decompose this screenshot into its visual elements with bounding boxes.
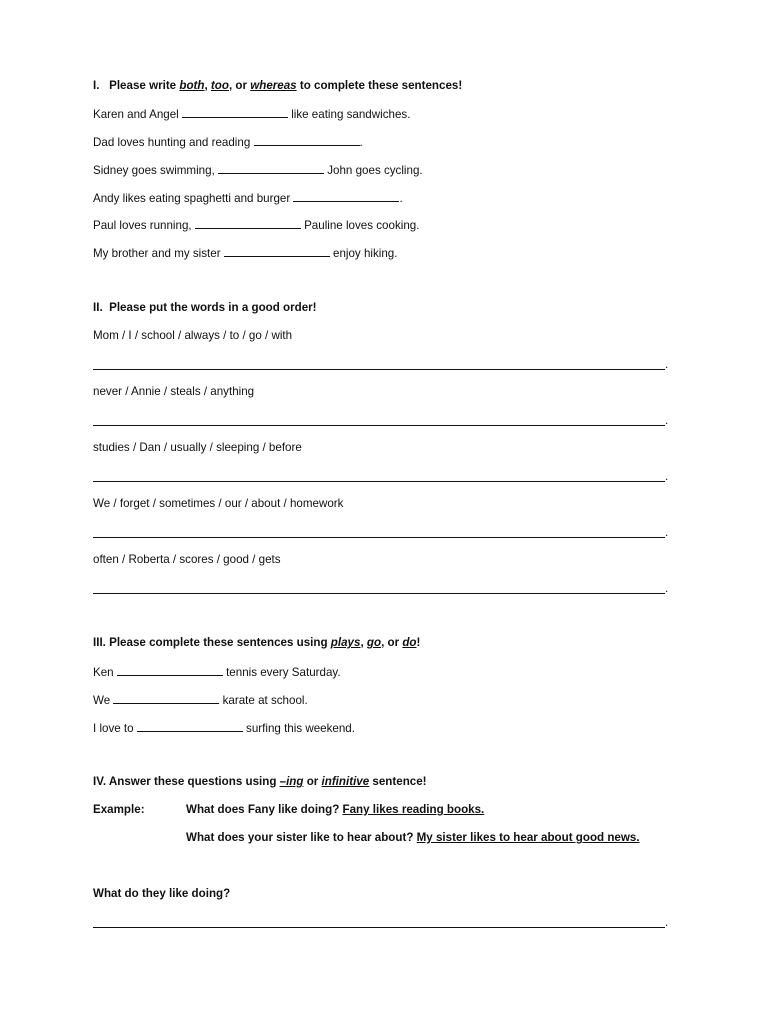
separator: or [303, 775, 322, 788]
word-order-prompt: studies / Dan / usually / sleeping / before [93, 441, 302, 454]
fill-blank[interactable] [218, 162, 324, 174]
option-too: too [210, 79, 229, 92]
fill-blank[interactable] [113, 692, 219, 704]
answer-line[interactable] [93, 425, 665, 426]
option-ing: –ing [279, 775, 304, 788]
fill-blank[interactable] [224, 245, 330, 257]
option-go: go [366, 636, 382, 649]
section-3-heading [93, 636, 420, 650]
item-text: enjoy hiking. [329, 247, 398, 260]
heading-text: ! [416, 636, 421, 649]
fill-blank[interactable] [293, 190, 399, 202]
option-both: both [179, 79, 205, 92]
example-label: Example: [93, 803, 145, 816]
exercise-1-item [93, 106, 410, 122]
item-text: We [93, 694, 114, 707]
item-text: like eating sandwiches. [287, 108, 411, 121]
exercise-3-item [93, 692, 308, 708]
answer-line[interactable] [93, 593, 665, 594]
example-question: What does Fany like doing? [186, 803, 343, 816]
line-end-period: . [665, 470, 669, 483]
item-text: Ken [93, 666, 117, 679]
exercise-1-item [93, 134, 363, 150]
answer-line[interactable] [93, 481, 665, 482]
item-text: Sidney goes swimming, [93, 164, 219, 177]
item-text: I love to [93, 722, 137, 735]
word-order-prompt: Mom / I / school / always / to / go / with [93, 329, 293, 342]
item-text: Paul loves running, [93, 219, 195, 232]
exercise-3-item [93, 664, 341, 680]
option-do: do [402, 636, 417, 649]
heading-text: I. Please write [93, 79, 180, 92]
fill-blank[interactable] [254, 134, 360, 146]
item-text: My brother and my sister [93, 247, 224, 260]
section-4-heading [93, 775, 427, 789]
line-end-period: . [665, 358, 669, 371]
item-text: Dad loves hunting and reading [93, 136, 254, 149]
item-text: John goes cycling. [324, 164, 423, 177]
line-end-period: . [665, 414, 669, 427]
line-end-period: . [665, 526, 669, 539]
heading-text: IV. Answer these questions using [93, 775, 280, 788]
separator: , [360, 636, 367, 649]
answer-line[interactable] [93, 369, 665, 370]
exercise-1-item [93, 245, 397, 261]
answer-line[interactable] [93, 927, 665, 928]
exercise-1-item [93, 190, 403, 206]
section-2-heading: II. Please put the words in a good order! [93, 301, 317, 314]
fill-blank[interactable] [195, 217, 301, 229]
separator: , or [228, 79, 251, 92]
item-text: Pauline loves cooking. [300, 219, 420, 232]
item-text: . [399, 192, 403, 205]
line-end-period: . [665, 916, 669, 929]
separator: , [204, 79, 211, 92]
example-question: What does your sister like to hear about? [186, 831, 417, 844]
word-order-prompt: often / Roberta / scores / good / gets [93, 553, 281, 566]
section-1-heading [93, 79, 462, 93]
heading-text: sentence! [369, 775, 427, 788]
exercise-1-item [93, 217, 419, 233]
example-answer: My sister likes to hear about good news. [416, 831, 640, 844]
item-text: tennis every Saturday. [222, 666, 341, 679]
example-answer: Fany likes reading books. [342, 803, 485, 816]
answer-line[interactable] [93, 537, 665, 538]
option-whereas: whereas [250, 79, 297, 92]
item-text: . [359, 136, 363, 149]
option-plays: plays [330, 636, 361, 649]
exercise-1-item [93, 162, 423, 178]
example-1 [186, 803, 484, 817]
exercise-3-item [93, 720, 355, 736]
example-2 [186, 831, 640, 845]
fill-blank[interactable] [117, 664, 223, 676]
item-text: surfing this weekend. [242, 722, 355, 735]
word-order-prompt: never / Annie / steals / anything [93, 385, 255, 398]
option-infinitive: infinitive [321, 775, 370, 788]
fill-blank[interactable] [182, 106, 288, 118]
word-order-prompt: We / forget / sometimes / our / about / homework [93, 497, 344, 510]
item-text: Andy likes eating spaghetti and burger [93, 192, 294, 205]
question: What do they like doing? [93, 887, 231, 900]
item-text: Karen and Angel [93, 108, 182, 121]
heading-text: III. Please complete these sentences using [93, 636, 331, 649]
heading-text: to complete these sentences! [296, 79, 463, 92]
separator: , or [381, 636, 403, 649]
item-text: karate at school. [219, 694, 308, 707]
fill-blank[interactable] [137, 720, 243, 732]
line-end-period: . [665, 582, 669, 595]
